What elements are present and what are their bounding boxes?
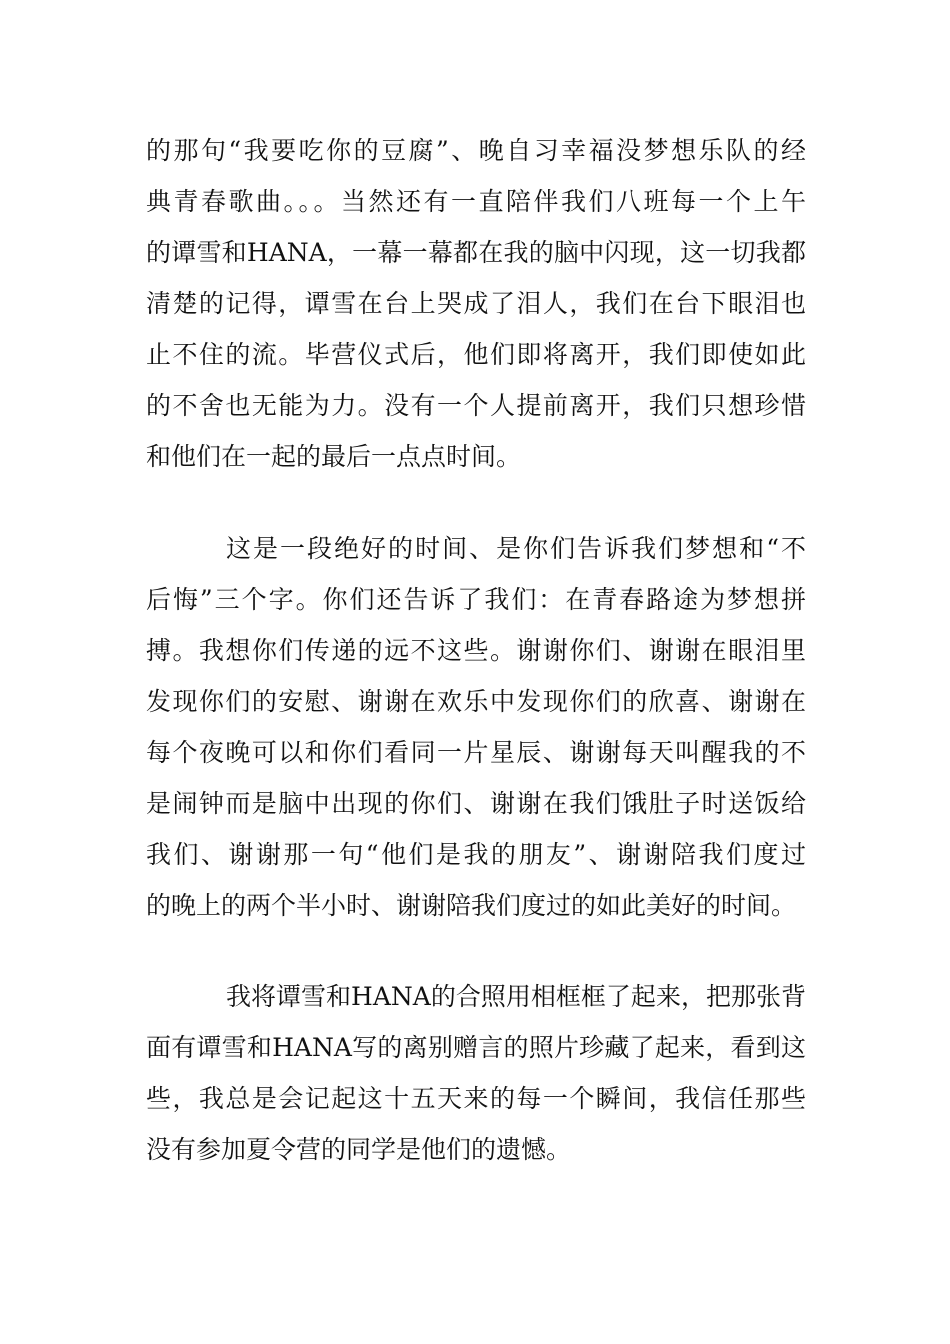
paragraph-line: 发现你们的安慰、谢谢在欢乐中发现你们的欣喜、谢谢在 [146,687,806,716]
paragraph-line: 典青春歌曲。。。当然还有一直陪伴我们八班每一个上午 [146,187,806,216]
paragraph-line: 的那句“我要吃你的豆腐”、晚自习幸福没梦想乐队的经 [146,136,806,165]
paragraph-line: 的谭雪和HANA，一幕一幕都在我的脑中闪现，这一切我都 [146,238,806,267]
paragraph-line: 是闹钟而是脑中出现的你们、谢谢在我们饿肚子时送饭给 [146,789,806,818]
paragraph-line: 没有参加夏令营的同学是他们的遗憾。 [146,1135,572,1164]
paragraph-line: 止不住的流。毕营仪式后，他们即将离开，我们即使如此 [146,340,806,369]
paragraph-line: 我将谭雪和HANA的合照用相框框了起来，把那张背 [226,982,806,1011]
paragraph-line: 清楚的记得，谭雪在台上哭成了泪人，我们在台下眼泪也 [146,289,806,318]
paragraph-line: 搏。我想你们传递的远不这些。谢谢你们、谢谢在眼泪里 [146,636,806,665]
paragraph-line: 的不舍也无能为力。没有一个人提前离开，我们只想珍惜 [146,391,806,420]
paragraph-line: 些，我总是会记起这十五天来的每一个瞬间，我信任那些 [146,1084,806,1113]
paragraph-line: 我们、谢谢那一句“他们是我的朋友”、谢谢陪我们度过 [146,840,806,869]
paragraph-line: 的晚上的两个半小时、谢谢陪我们度过的如此美好的时间。 [146,891,797,920]
paragraph-line: 和他们在一起的最后一点点时间。 [146,442,522,471]
paragraph-line: 面有谭雪和HANA写的离别赠言的照片珍藏了起来，看到这 [146,1033,806,1062]
paragraph-line: 每个夜晚可以和你们看同一片星辰、谢谢每天叫醒我的不 [146,738,806,767]
paragraph-line: 这是一段绝好的时间、是你们告诉我们梦想和“不 [226,534,806,563]
paragraph-line: 后悔”三个字。你们还告诉了我们：在青春路途为梦想拼 [146,585,806,614]
